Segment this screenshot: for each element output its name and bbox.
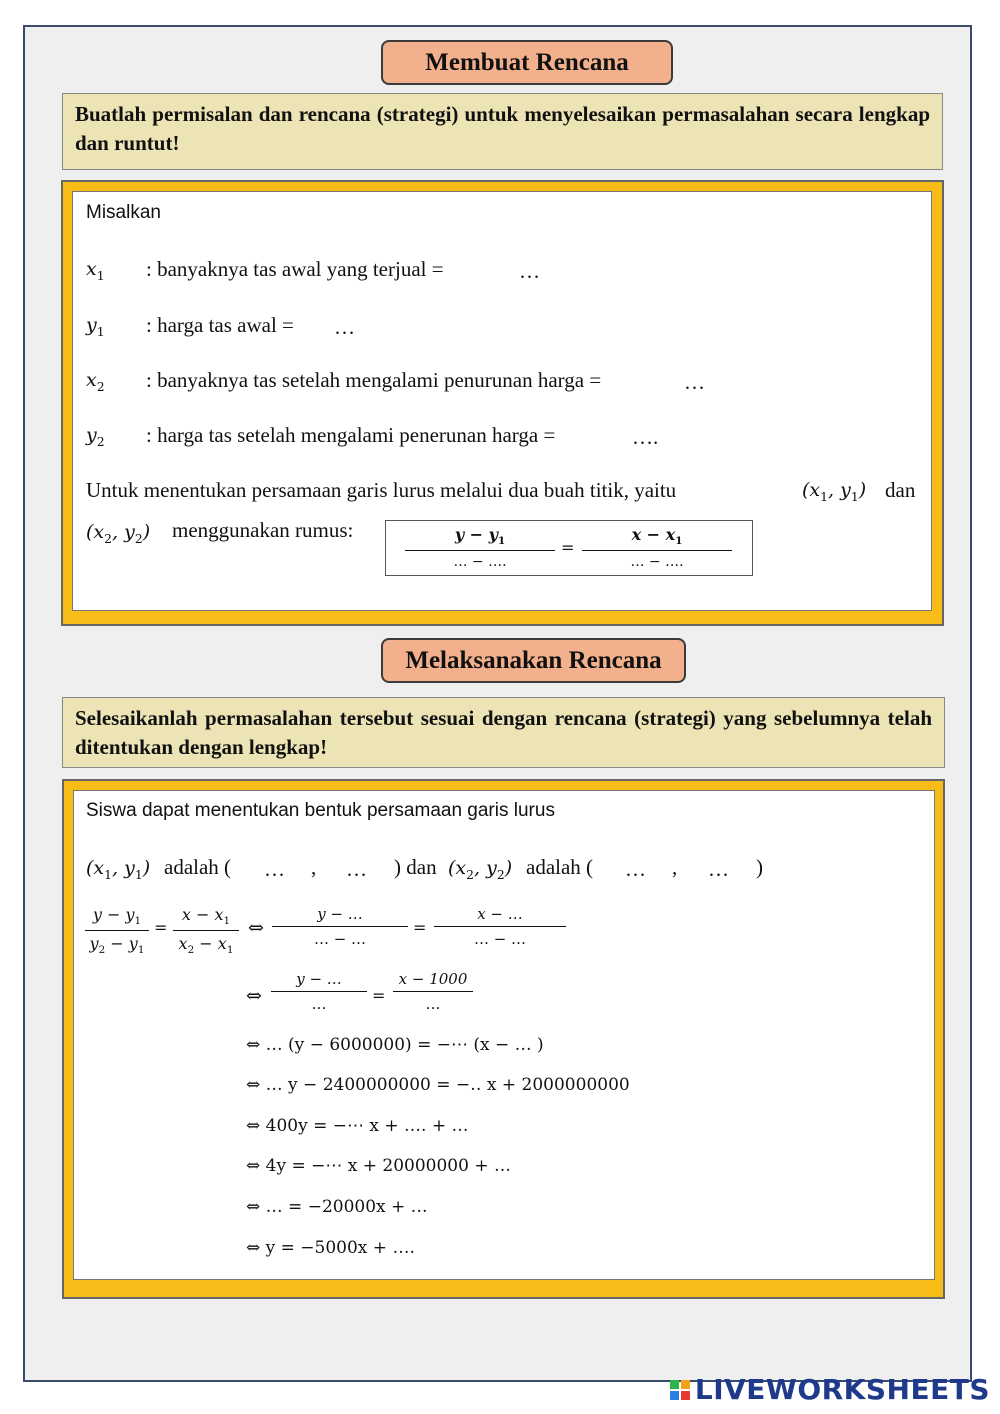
step1-equals-2: = [413, 918, 427, 937]
var-y2: $y_2$ [86, 424, 105, 449]
step1-frac-x [173, 905, 239, 956]
derivation-line-3[interactable]: ⇔ 400y = −⋯ x + …. + … [246, 1116, 469, 1136]
points-close-dan: ) dan [394, 855, 437, 879]
step1-iff: ⇔ [248, 917, 264, 939]
step1-frac-blank-y-den[interactable]: … − … [313, 930, 367, 948]
row-desc-x2: : banyaknya tas setelah mengalami penurunan harga = [146, 368, 602, 392]
formula-equals: = [561, 538, 575, 557]
point-x1y1: ($x_1$, $y_1$) [802, 479, 867, 504]
step2-frac-x-den[interactable]: … [425, 995, 441, 1013]
section-title-melaksanakan-rencana: Melaksanakan Rencana [381, 638, 686, 683]
point-x2y2: ($x_2$, $y_2$) [86, 521, 151, 546]
step1-frac-y-den: $y_2 - y_1$ [89, 934, 145, 957]
instruction-box-2: Selesaikanlah permasalahan tersebut sesuai dengan rencana (strategi) yang sebelumnya telah ditentukan dengan lengkap! [62, 697, 945, 768]
derivation-line-5[interactable]: ⇔ … = −20000x + … [246, 1197, 428, 1217]
derivation-line-1[interactable]: ⇔ … (y − 6000000) = −⋯ (x − … ) [246, 1035, 544, 1055]
formula-right-numerator: $x - x_1$ [582, 525, 732, 551]
point-x1y1-b: ($x_1$, $y_1$) [86, 857, 151, 882]
step2-equals: = [372, 986, 386, 1005]
formula-right-denominator[interactable]: … − …. [630, 554, 684, 571]
step1-frac-x-den: $x_2 - x_1$ [178, 934, 234, 957]
liveworksheets-logo-text: LIVEWORKSHEETS [694, 1373, 990, 1406]
step2-frac-x-num: x − 1000 [393, 970, 473, 992]
step1-frac-y [85, 905, 149, 956]
var-x1: $x_1$ [86, 258, 105, 283]
paragraph-dan: dan [885, 478, 916, 502]
derivation-line-4[interactable]: ⇔ 4y = −⋯ x + 20000000 + … [246, 1156, 511, 1176]
blank-point2-y[interactable]: … [708, 857, 729, 881]
step1-frac-blank-x-num[interactable]: x − … [434, 905, 566, 927]
blank-x2[interactable]: … [684, 370, 705, 394]
blank-point1-x[interactable]: … [264, 857, 285, 881]
step1-frac-y-num: $y - y_1$ [85, 905, 149, 931]
points-adalah-2: adalah ( [526, 855, 594, 879]
points-comma-2: , [672, 855, 678, 879]
instruction-box-1: Buatlah permisalan dan rencana (strategi) untuk menyelesaikan permasalahan secara lengkap dan runtut! [62, 93, 943, 170]
blank-y1[interactable]: … [334, 315, 355, 339]
liveworksheets-logo [669, 1373, 990, 1406]
points-comma-1: , [311, 855, 317, 879]
blank-y2[interactable]: …. [632, 425, 659, 449]
formula-left-denominator[interactable]: … − …. [453, 554, 507, 571]
paragraph-line-1 [86, 478, 918, 503]
liveworksheets-logo-icon [669, 1379, 691, 1401]
intro-siswa: Siswa dapat menentukan bentuk persamaan garis lurus [86, 800, 555, 821]
var-y1: $y_1$ [86, 314, 105, 339]
row-desc-y2: : harga tas setelah mengalami penerunan harga = [146, 423, 556, 447]
points-close: ) [756, 855, 763, 879]
paragraph-text-1: Untuk menentukan persamaan garis lurus melalui dua buah titik, yaitu [86, 478, 677, 502]
step2-frac-x [393, 970, 473, 1013]
blank-x1[interactable]: … [519, 259, 540, 283]
points-adalah-1: adalah ( [164, 855, 232, 879]
step1-frac-blank-y [272, 905, 408, 948]
step2-frac-y-den[interactable]: … [311, 995, 327, 1013]
step2-iff: ⇔ [246, 985, 262, 1007]
point-x2y2-b: ($x_2$, $y_2$) [448, 857, 513, 882]
var-x2: $x_2$ [86, 369, 105, 394]
step1-frac-blank-x-den[interactable]: … − … [473, 930, 527, 948]
step1-frac-blank-y-num[interactable]: y − … [272, 905, 408, 927]
section-title-membuat-rencana: Membuat Rencana [381, 40, 673, 85]
step1-frac-x-num: $x - x_1$ [173, 905, 239, 931]
blank-point2-x[interactable]: … [625, 857, 646, 881]
row-desc-x1: : banyaknya tas awal yang terjual = [146, 257, 444, 281]
derivation-line-6[interactable]: ⇔ y = −5000x + …. [246, 1238, 415, 1258]
step1-equals: = [154, 918, 168, 937]
blank-point1-y[interactable]: … [346, 857, 367, 881]
intro-misalkan: Misalkan [86, 202, 161, 223]
step2-frac-y-num[interactable]: y − … [271, 970, 367, 992]
formula-left-numerator: $y - y_1$ [405, 525, 555, 551]
formula-left-fraction [405, 525, 555, 570]
row-desc-y1: : harga tas awal = [146, 313, 294, 337]
step1-frac-blank-x [434, 905, 566, 948]
step2-frac-y [271, 970, 367, 1013]
formula-right-fraction [582, 525, 732, 570]
derivation-line-2[interactable]: ⇔ … y − 2400000000 = −‥ x + 2000000000 [246, 1075, 630, 1095]
paragraph-text-2: menggunakan rumus: [172, 518, 354, 542]
